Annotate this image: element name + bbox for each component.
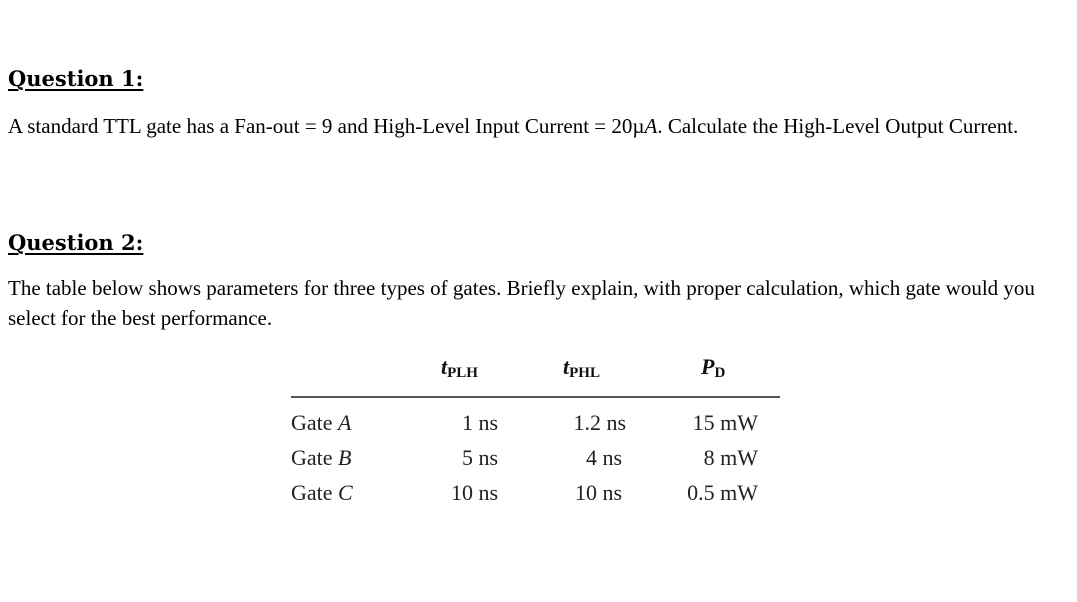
question-2-text: The table below shows parameters for three types of gates. Briefly explain, with proper calculation, which gate would you select for the best performance. xyxy=(8,276,1035,330)
header-rule xyxy=(291,396,780,398)
row-b-label: Gate B xyxy=(291,445,352,470)
question-1-text: A standard TTL gate has a Fan-out = 9 and High-Level Input Current = 20µA. Calculate the High-Level Output Current. xyxy=(8,114,1019,138)
row-c-tphl: 10 ns xyxy=(574,480,622,505)
question-1-title: Question 1: xyxy=(8,66,144,91)
row-a-tplh: 1 ns xyxy=(461,410,498,435)
question-2-title: Question 2: xyxy=(8,230,144,255)
row-a-label: Gate A xyxy=(291,410,352,435)
header-tphl: $t_{PHL}$ xyxy=(563,354,600,381)
row-a-pd: 15 mW xyxy=(692,410,758,435)
header-pd: $P_D$ xyxy=(701,354,726,381)
header-tplh: $t_{PLH}$ xyxy=(441,354,478,381)
row-b-tphl: 4 ns xyxy=(585,445,622,470)
gate-parameters-table xyxy=(291,350,781,520)
row-b-tplh: 5 ns xyxy=(461,445,498,470)
row-c-pd: 0.5 mW xyxy=(687,480,758,505)
row-c-tplh: 10 ns xyxy=(450,480,498,505)
row-b-pd: 8 mW xyxy=(703,445,758,470)
row-a-tphl: 1.2 ns xyxy=(573,410,626,435)
row-c-label: Gate C xyxy=(291,480,353,505)
